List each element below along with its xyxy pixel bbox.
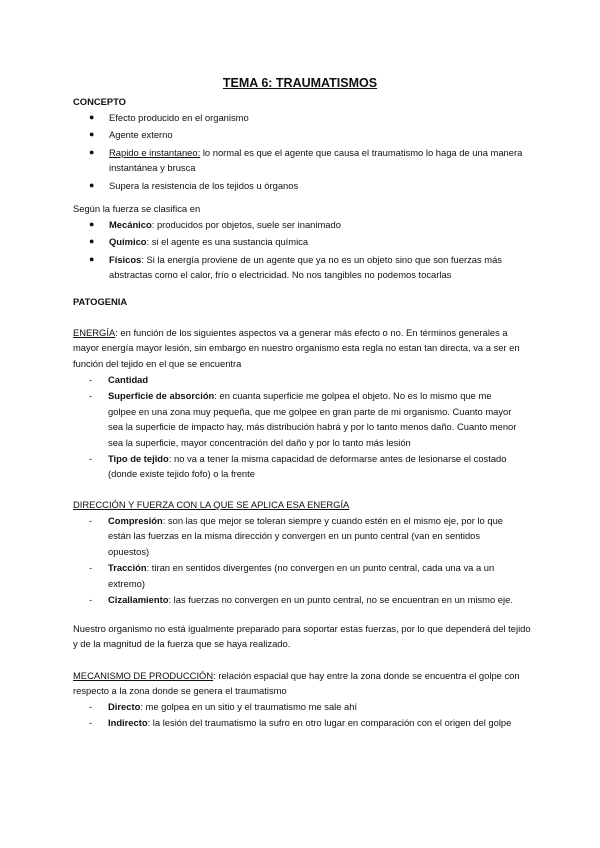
list-item: - Tipo de tejido: no va a tener la misma capacidad de deformarse antes de lesionarse el costado (donde existe tejido fofo) o la frente bbox=[89, 453, 507, 480]
term-label: Físicos bbox=[109, 253, 142, 265]
energia-label: ENERGÍA bbox=[73, 327, 116, 338]
list-item: - Tracción: tiran en sentidos divergentes (no convergen en un punto central, cada una va a un extremo) bbox=[89, 562, 495, 589]
list-item: ● Efecto producido en el organismo bbox=[89, 110, 529, 125]
term-label: Directo bbox=[108, 701, 141, 712]
list-item: ● Químico: si el agente es una sustancia química bbox=[89, 234, 529, 249]
dash-icon: - bbox=[89, 562, 93, 574]
term-label: Mecánico bbox=[109, 219, 152, 230]
term-label: Tipo de tejido bbox=[108, 453, 169, 465]
list-item: - Cizallamiento: las fuerzas no convergen en un punto central, no se encuentran en un mismo eje. bbox=[89, 592, 519, 607]
term-label: Cantidad bbox=[108, 374, 149, 385]
list-item: ● Físicos: Si la energía proviene de un agente que ya no es un objeto sino que son fuerzas más abstractas como el calor, frío o electricidad. No nos tangibles no podemos tocarlas bbox=[89, 253, 502, 281]
term-label: Químico bbox=[109, 236, 147, 248]
list-item: ● Mecánico: producidos por objetos, suele ser inanimado bbox=[89, 217, 529, 232]
energia-list bbox=[89, 372, 519, 483]
bullet-icon: ● bbox=[89, 112, 95, 122]
bullet-icon: ● bbox=[89, 219, 95, 229]
direccion-closing: Nuestro organismo no está igualmente preparado para soportar estas fuerzas, por lo que dependerá del tejido y de la magnitud de la fuerza que se haya realizado. bbox=[73, 623, 531, 650]
energia-paragraph: ENERGÍA: en función de los siguientes aspectos va a generar más efecto o no. En términos generales a mayor energía mayor lesión, sin embargo en nuestro organismo esta regla no estan tan directa, va a ser en función del tejido en el que se encuentra bbox=[73, 327, 520, 369]
bullet-icon: ● bbox=[89, 179, 95, 190]
bullet-icon: ● bbox=[89, 146, 95, 157]
list-item: ● Agente externo bbox=[89, 127, 529, 142]
bullet-icon: ● bbox=[89, 236, 95, 247]
dash-icon: - bbox=[89, 717, 93, 729]
dash-icon: - bbox=[89, 701, 93, 712]
dash-icon: - bbox=[89, 453, 93, 465]
dash-icon: - bbox=[89, 515, 93, 526]
patogenia-heading: PATOGENIA bbox=[73, 296, 128, 307]
list-item: ● Supera la resistencia de los tejidos u órganos bbox=[89, 178, 529, 193]
list-item bbox=[89, 372, 519, 387]
dash-icon: - bbox=[89, 594, 93, 606]
term-label: Compresión bbox=[108, 515, 163, 526]
direccion-list bbox=[89, 513, 519, 608]
dash-icon: - bbox=[89, 390, 93, 402]
bullet-icon: ● bbox=[89, 129, 95, 140]
term-label: Indirecto bbox=[108, 717, 148, 729]
concepto-heading: CONCEPTO bbox=[73, 96, 126, 107]
list-item: - Indirecto: la lesión del traumatismo la sufro en otro lugar en comparación con el origen del golpe bbox=[89, 715, 519, 730]
bullet-icon: ● bbox=[89, 253, 95, 264]
term-label: Cizallamiento bbox=[108, 594, 169, 606]
mecanismo-paragraph: MECANISMO DE PRODUCCIÓN: relación espacial que hay entre la zona donde se encuentra el golpe con respecto a la zona donde se genera el traumatismo bbox=[73, 670, 520, 697]
list-item: - Directo: me golpea en un sitio y el traumatismo me sale ahí bbox=[89, 699, 519, 714]
term-label: Tracción bbox=[108, 562, 147, 574]
clasificacion-intro: Según la fuerza se clasifica en bbox=[73, 203, 201, 214]
dash-icon: - bbox=[89, 374, 93, 385]
concepto-list bbox=[89, 110, 529, 195]
direccion-heading: DIRECCIÓN Y FUERZA CON LA QUE SE APLICA ESA ENERGÍA bbox=[73, 499, 350, 510]
list-item: ● Rapido e instantaneo: lo normal es que el agente que causa el traumatismo lo haga de una manera instantánea y brusca bbox=[89, 146, 523, 174]
clasificacion-list bbox=[89, 217, 529, 285]
mecanismo-list bbox=[89, 699, 519, 732]
mecanismo-heading: MECANISMO DE PRODUCCIÓN bbox=[73, 670, 214, 681]
term-label: Rapido e instantaneo: bbox=[109, 146, 201, 158]
term-label: Superficie de absorción bbox=[108, 390, 215, 402]
list-item: - Compresión: son las que mejor se toleran siempre y cuando estén en el mismo eje, por lo que están las fuerzas en la misma dirección y convergen en un punto central (van en sentidos opuestos) bbox=[89, 515, 503, 557]
list-item: - Superficie de absorción: en cuanta superficie me golpea el objeto. No es lo mismo que me golpee en una zona muy pequeña, que me golpee en gran parte de mi organismo. Cuanto mayor sea la superficie de impacto hay, más distribución habrá y por lo tanto menos daño. Cuanto menor sea la superficie, mayor concentración del daño y por lo tanto más lesión bbox=[89, 390, 517, 448]
page-title: TEMA 6: TRAUMATISMOS bbox=[222, 76, 378, 90]
